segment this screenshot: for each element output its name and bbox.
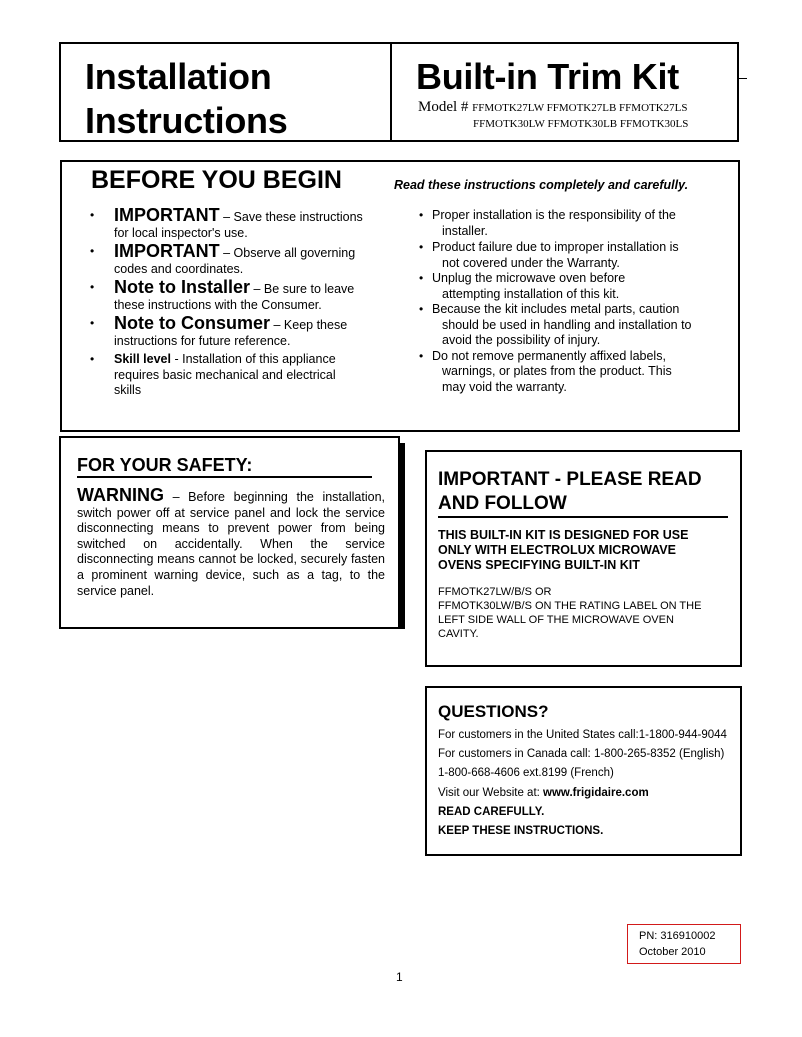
list-item: • IMPORTANT – Observe all governing codes and coordinates. (90, 241, 356, 276)
document-date: October 2010 (639, 946, 706, 958)
list-item: • Note to Consumer – Keep these instructions for future reference. (90, 313, 348, 348)
model-line-1 (418, 99, 688, 116)
bullet-icon: • (419, 208, 424, 222)
important-body-text: FFMOTK27LW/B/S OR FFMOTK30LW/B/S ON THE RATING LABEL ON THE LEFT SIDE WALL OF THE MICROWAVE OVEN CAVITY. (438, 586, 702, 640)
warning-text: – Before beginning the installation, switch power off at service panel and lock the service disconnecting means to prevent power from being switched on accidentally. When the service disconnecting means cannot be locked, securely fasten a prominent warning device, such as a tag, to the service panel. (77, 490, 385, 598)
questions-title: QUESTIONS? (438, 702, 549, 721)
header-divider (390, 44, 392, 140)
list-item: • Skill level - Installation of this appliance requires basic mechanical and electrical skills (90, 352, 336, 397)
models-row-2: FFMOTK30LW FFMOTK30LB FFMOTK30LS (473, 118, 689, 130)
margin-tick (739, 78, 747, 79)
before-title: BEFORE YOU BEGIN (91, 166, 342, 194)
safety-box (59, 436, 400, 629)
important-bold-text: THIS BUILT-IN KIT IS DESIGNED FOR USE ONLY WITH ELECTROLUX MICROWAVE OVENS SPECIFYING BUILT-IN KIT (438, 528, 689, 572)
important-title: IMPORTANT - PLEASE READ AND FOLLOW (438, 468, 728, 518)
box-shadow (400, 443, 405, 629)
part-number-box (627, 924, 741, 964)
important-box (425, 450, 742, 667)
canada-phone: For customers in Canada call: 1-800-265-8352 (English) (438, 748, 725, 761)
bullet-icon: • (90, 280, 95, 294)
before-right-list (419, 208, 732, 395)
list-item: • Proper installation is the responsibility of the installer. (419, 208, 676, 238)
list-item: • Note to Installer – Be sure to leave these instructions with the Consumer. (90, 277, 355, 312)
models-row-1: FFMOTK27LW FFMOTK27LB FFMOTK27LS (472, 102, 688, 114)
read-carefully: READ CAREFULLY. (438, 805, 545, 818)
website-line: Visit our Website at: www.frigidaire.com (438, 786, 649, 799)
french-phone: 1-800-668-4606 ext.8199 (French) (438, 767, 614, 780)
margin-tick (733, 140, 739, 141)
before-subtitle: Read these instructions completely and carefully. (394, 178, 689, 192)
bullet-icon: • (90, 244, 95, 258)
list-item: • Product failure due to improper installation is not covered under the Warranty. (419, 240, 679, 270)
list-item: • Unplug the microwave oven before attempting installation of this kit. (419, 271, 626, 301)
header-box (59, 42, 739, 142)
title-instructions: Instructions (85, 100, 288, 141)
bullet-icon: • (419, 302, 424, 316)
list-item: • Do not remove permanently affixed labels, warnings, or plates from the product. This may void the warranty. (419, 348, 672, 394)
questions-body (438, 726, 727, 841)
bullet-icon: • (419, 271, 424, 285)
title-installation: Installation (85, 56, 272, 97)
before-left-list (90, 205, 384, 399)
warning-lead: WARNING (77, 485, 164, 505)
bullet-icon: • (90, 208, 95, 222)
us-phone: For customers in the United States call:1-1800-944-9044 (438, 729, 727, 741)
list-item: • Because the kit includes metal parts, caution should be used in handling and installation to avoid the possibility of injury. (419, 302, 692, 347)
bullet-icon: • (90, 352, 95, 366)
page-number: 1 (396, 970, 403, 984)
questions-box (425, 686, 742, 856)
before-you-begin-box (60, 160, 740, 432)
list-item: • IMPORTANT – Save these instructions for local inspector's use. (90, 205, 363, 240)
keep-instructions: KEEP THESE INSTRUCTIONS. (438, 825, 604, 838)
model-label: Model # (418, 99, 469, 115)
safety-title: FOR YOUR SAFETY: (77, 454, 372, 478)
safety-warning (77, 485, 385, 599)
bullet-icon: • (90, 316, 95, 330)
bullet-icon: • (419, 240, 424, 254)
part-number: PN: 316910002 (639, 930, 716, 942)
website-link[interactable]: www.frigidaire.com (543, 786, 649, 799)
bullet-icon: • (419, 348, 424, 363)
title-built-in-trim-kit: Built-in Trim Kit (416, 56, 679, 97)
